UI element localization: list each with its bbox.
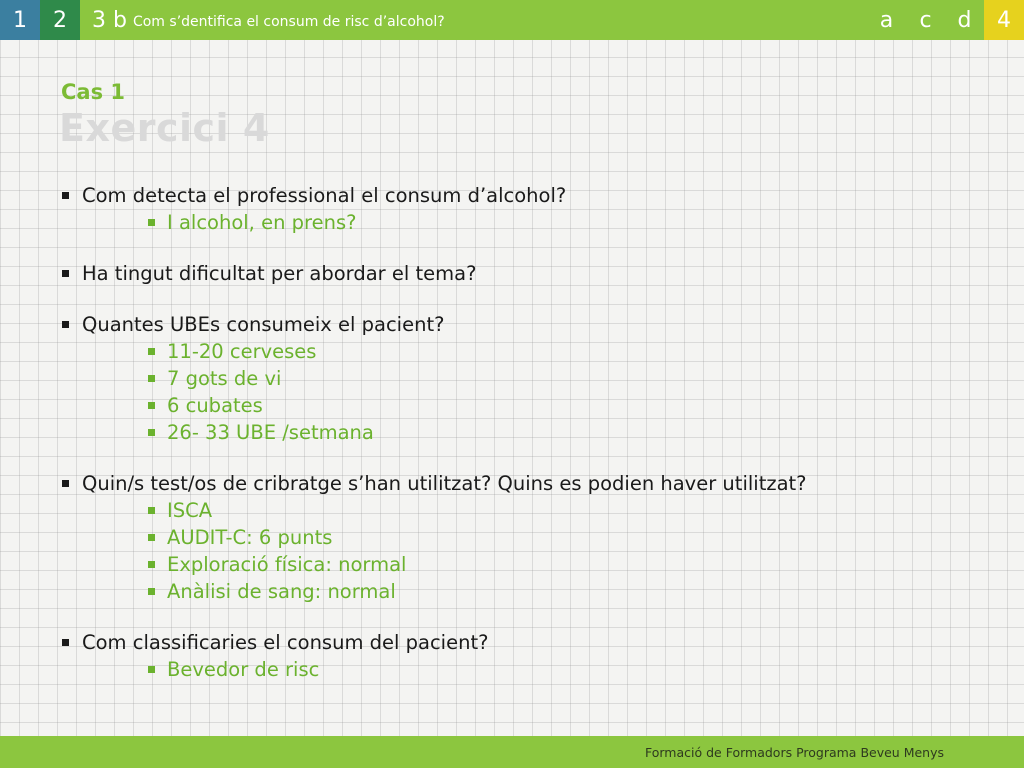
tab-c-button[interactable]: c bbox=[919, 7, 932, 33]
answer-item: Anàlisi de sang: normal bbox=[60, 578, 990, 605]
footer-bar bbox=[0, 736, 1024, 768]
footer-text: Formació de Formadors Programa Beveu Menys bbox=[645, 745, 944, 760]
tab-d-button[interactable]: d bbox=[957, 7, 972, 33]
answer-item: 7 gots de vi bbox=[60, 365, 990, 392]
spacer bbox=[60, 236, 990, 260]
answer-item: 6 cubates bbox=[60, 392, 990, 419]
case-label: Cas 1 bbox=[61, 80, 126, 104]
question-item: Com classificaries el consum del pacient? bbox=[60, 629, 990, 656]
answer-item: Exploració física: normal bbox=[60, 551, 990, 578]
tab-2-button[interactable]: 2 bbox=[40, 0, 80, 40]
letter-tabs bbox=[867, 0, 984, 40]
answer-item: 26- 33 UBE /setmana bbox=[60, 419, 990, 446]
answer-item: ISCA bbox=[60, 497, 990, 524]
answer-item: 11-20 cerveses bbox=[60, 338, 990, 365]
tab-4-button[interactable]: 4 bbox=[984, 0, 1024, 40]
top-navigation-bar bbox=[0, 0, 1024, 40]
answer-item: AUDIT-C: 6 punts bbox=[60, 524, 990, 551]
answer-item: I alcohol, en prens? bbox=[60, 209, 990, 236]
section-subtitle: Com s’dentifica el consum de risc d’alcohol? bbox=[132, 14, 445, 30]
answer-item: Bevedor de risc bbox=[60, 656, 990, 683]
tab-3b-button[interactable] bbox=[80, 0, 445, 40]
tab-3b-number: 3 b bbox=[92, 7, 127, 33]
exercise-content bbox=[60, 182, 990, 683]
question-item: Com detecta el professional el consum d’alcohol? bbox=[60, 182, 990, 209]
spacer bbox=[60, 287, 990, 311]
tab-a-button[interactable]: a bbox=[879, 7, 894, 33]
exercise-title: Exercici 4 bbox=[59, 106, 270, 150]
tab-1-button[interactable]: 1 bbox=[0, 0, 40, 40]
question-item: Ha tingut dificultat per abordar el tema? bbox=[60, 260, 990, 287]
question-item: Quin/s test/os de cribratge s’han utilitzat? Quins es podien haver utilitzat? bbox=[60, 470, 990, 497]
spacer bbox=[60, 605, 990, 629]
spacer bbox=[60, 446, 990, 470]
question-item: Quantes UBEs consumeix el pacient? bbox=[60, 311, 990, 338]
